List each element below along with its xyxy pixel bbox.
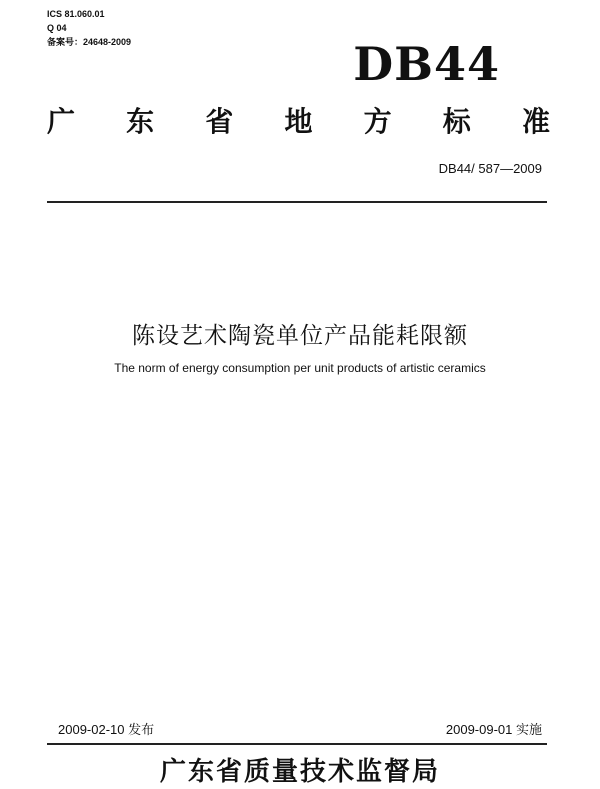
record-number: 备案号：24648-2009	[47, 37, 132, 47]
ccs-code: Q 04	[47, 23, 67, 33]
document-title-english: The norm of energy consumption per unit products of artistic ceramics	[114, 361, 486, 375]
standard-type-char: 省	[205, 105, 234, 138]
header-divider	[47, 201, 547, 203]
issuing-authority: 广东省质量技术监督局	[159, 757, 440, 787]
standard-type-char: 地	[284, 105, 313, 138]
footer-divider	[47, 743, 547, 745]
standard-type-title	[47, 104, 550, 140]
standard-type-char: 方	[363, 105, 392, 138]
implementation-date: 2009-09-01 实施	[445, 722, 542, 737]
issue-date: 2009-02-10 发布	[58, 722, 155, 737]
standard-number: DB44/ 587—2009	[438, 161, 542, 176]
standard-type-char: 广	[47, 105, 76, 138]
standard-logo: DB44	[353, 37, 500, 91]
standard-type-char: 东	[126, 105, 155, 138]
standard-type-char: 标	[442, 105, 471, 138]
standard-type-char: 准	[521, 105, 550, 138]
document-title-chinese: 陈设艺术陶瓷单位产品能耗限额	[132, 323, 468, 349]
ics-code: ICS 81.060.01	[47, 9, 105, 19]
